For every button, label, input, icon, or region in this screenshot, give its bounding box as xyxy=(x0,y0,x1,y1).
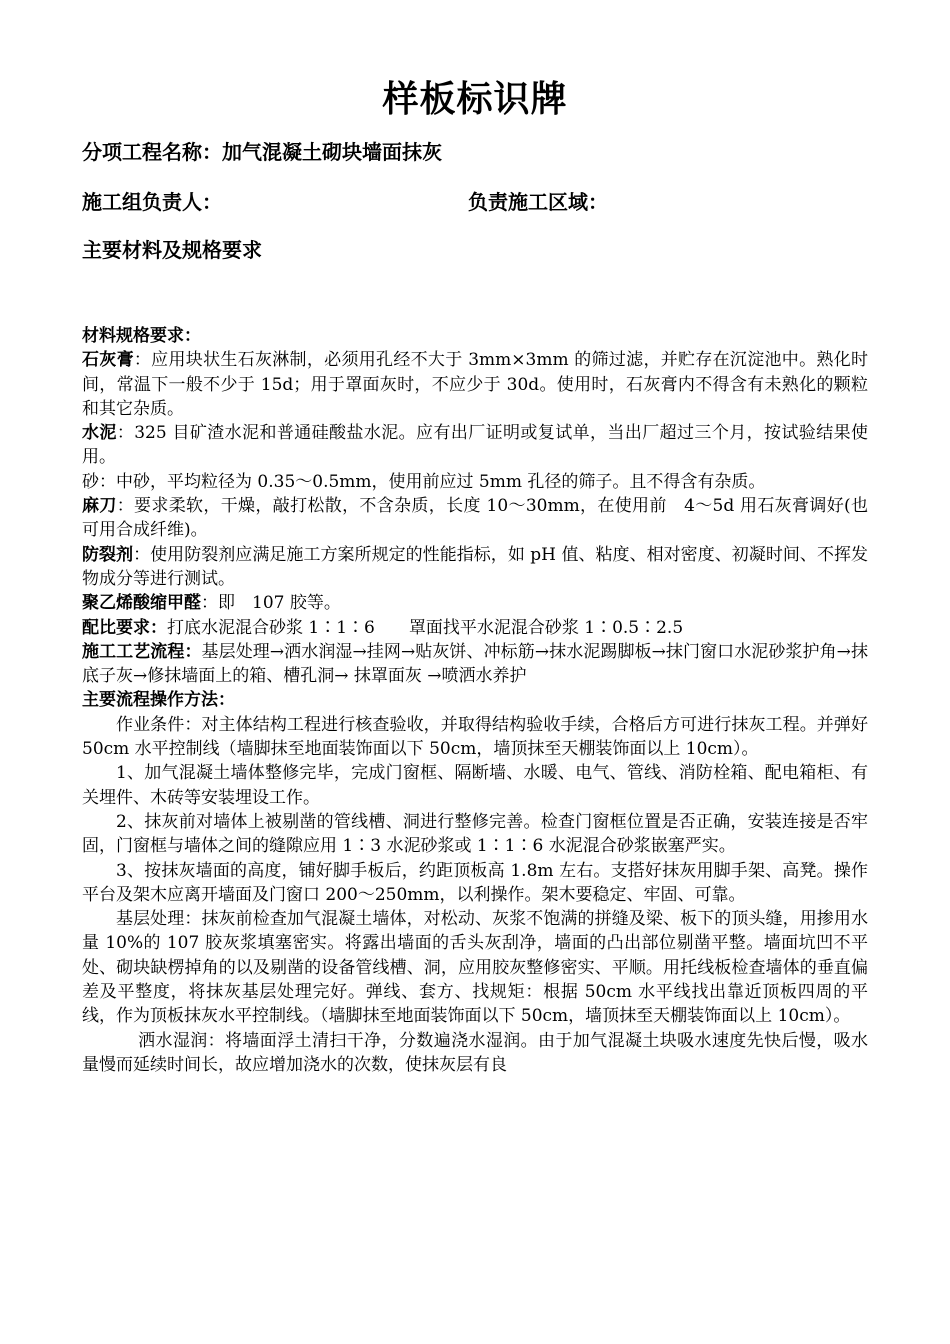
spec-lime xyxy=(82,348,868,421)
spec-cement-text: ：325 目矿渣水泥和普通硅酸盐水泥。应有出厂证明或复试单，当出厂超过三个月，按试验结果使用。 xyxy=(82,423,869,468)
spec-pva-label: 聚乙烯酸缩甲醛 xyxy=(82,593,201,614)
spec-process-text: 基层处理→洒水润湿→挂网→贴灰饼、冲标筋→抹水泥踢脚板→抹门窗口水泥砂浆护角→抹底子灰→修抹墙面上的箱、槽孔洞→ 抹罩面灰 →喷洒水养护 xyxy=(82,641,869,687)
spec-cement xyxy=(82,421,868,470)
spec-process-label: 施工工艺流程： xyxy=(82,641,202,662)
spec-heading: 材料规格要求： xyxy=(82,326,201,346)
project-name-line xyxy=(82,138,442,166)
page-title: 样板标识牌 xyxy=(382,79,568,120)
method-paragraph: 2、抹灰前对墙体上被剔凿的管线槽、洞进行整修完善。检查门窗框位置是否正确，安装连接是否牢固，门窗框与墙体之间的缝隙应用 1∶3 水泥砂浆或 1∶1∶6 水泥混合砂浆嵌塞严实。 xyxy=(82,811,868,857)
method-heading: 主要流程操作方法： xyxy=(82,690,235,711)
spec-anticrack-label: 防裂剂 xyxy=(82,544,134,565)
spec-mix-label: 配比要求： xyxy=(82,617,167,638)
spec-cement-label: 水泥 xyxy=(82,423,117,444)
area-line xyxy=(468,188,608,216)
project-name-label: 分项工程名称： xyxy=(82,140,222,164)
spec-hemp-text: ：要求柔软，干燥，敲打松散，不含杂质，长度 10～30mm，在使用前 4～5d 用石灰膏调好(也可用合成纤维)。 xyxy=(82,496,868,541)
spec-anticrack-text: ：使用防裂剂应满足施工方案所规定的性能指标，如 pH 值、粘度、相对密度、初凝时间、不挥发物成分等进行测试。 xyxy=(82,544,869,589)
materials-heading: 主要材料及规格要求 xyxy=(82,238,262,262)
spec-pva xyxy=(82,591,868,615)
leader-label: 施工组负责人： xyxy=(82,190,222,214)
spec-sand: 砂：中砂，平均粒径为 0.35～0.5mm，使用前应过 5mm 孔径的筛子。且不得含有杂质。 xyxy=(82,471,766,492)
spec-hemp xyxy=(82,494,868,543)
spec-anticrack xyxy=(82,543,868,592)
spec-lime-label: 石灰膏 xyxy=(82,350,134,371)
document-body xyxy=(82,324,868,1077)
spec-mix xyxy=(82,616,868,640)
spec-lime-text: ：应用块状生石灰淋制，必须用孔经不大于 3mm×3mm 的筛过滤，并贮存在沉淀池中。熟化时间，常温下一般不少于 15d；用于罩面灰时，不应少于 30d。使用时，石灰膏内不得含有未熟化的颗粒和其它杂质。 xyxy=(82,350,868,419)
area-label: 负责施工区域： xyxy=(468,190,608,214)
leader-line xyxy=(82,188,222,216)
spec-hemp-label: 麻刀 xyxy=(82,496,117,517)
method-paragraph: 基层处理：抹灰前检查加气混凝土墙体，对松动、灰浆不饱满的拼缝及梁、板下的顶头缝，用掺用水量 10%的 107 胶灰浆填塞密实。将露出墙面的舌头灰刮净，墙面的凸出部位剔凿平整。墙面坑凹不平处、砌块缺楞掉角的以及剔凿的设备管线槽、洞，应用胶灰整修密实、平顺。用托线板检查墙体的垂直偏差及平整度，将抹灰基层处理完好。弹线、套方、找规矩：根据 50cm 水平线找出靠近顶板四周的平线，作为顶板抹灰水平控制线。（墙脚抹至地面装饰面以下 50cm，墙顶抹至天棚装饰面以上 10cm）。 xyxy=(82,909,868,1027)
spec-pva-text: ：即 107 胶等。 xyxy=(201,593,341,614)
spec-mix-text: 打底水泥混合砂浆 1∶1∶6 罩面找平水泥混合砂浆 1∶0.5∶2.5 xyxy=(167,617,684,638)
method-paragraph: 洒水湿润：将墙面浮土清扫干净，分数遍浇水湿润。由于加气混凝土块吸水速度先快后慢，吸水量慢而延续时间长，故应增加浇水的次数，使抹灰层有良 xyxy=(82,1030,868,1075)
project-name-value: 加气混凝土砌块墙面抹灰 xyxy=(222,140,442,164)
method-paragraph: 1、加气混凝土墙体整修完毕，完成门窗框、隔断墙、水暖、电气、管线、消防栓箱、配电箱柜、有关埋件、木砖等安装埋设工作。 xyxy=(82,763,868,808)
spec-process xyxy=(82,640,868,689)
method-paragraph: 3、按抹灰墙面的高度，铺好脚手板后，约距顶板高 1.8m 左右。支搭好抹灰用脚手架、高凳。操作平台及架木应离开墙面及门窗口 200～250mm，以利操作。架木要稳定、牢固、可靠。 xyxy=(82,860,868,905)
method-paragraph: 作业条件：对主体结构工程进行核查验收，并取得结构验收手续，合格后方可进行抹灰工程。并弹好 50cm 水平控制线（墙脚抹至地面装饰面以下 50cm，墙顶抹至天棚装饰面以上 10cm）。 xyxy=(82,714,868,760)
